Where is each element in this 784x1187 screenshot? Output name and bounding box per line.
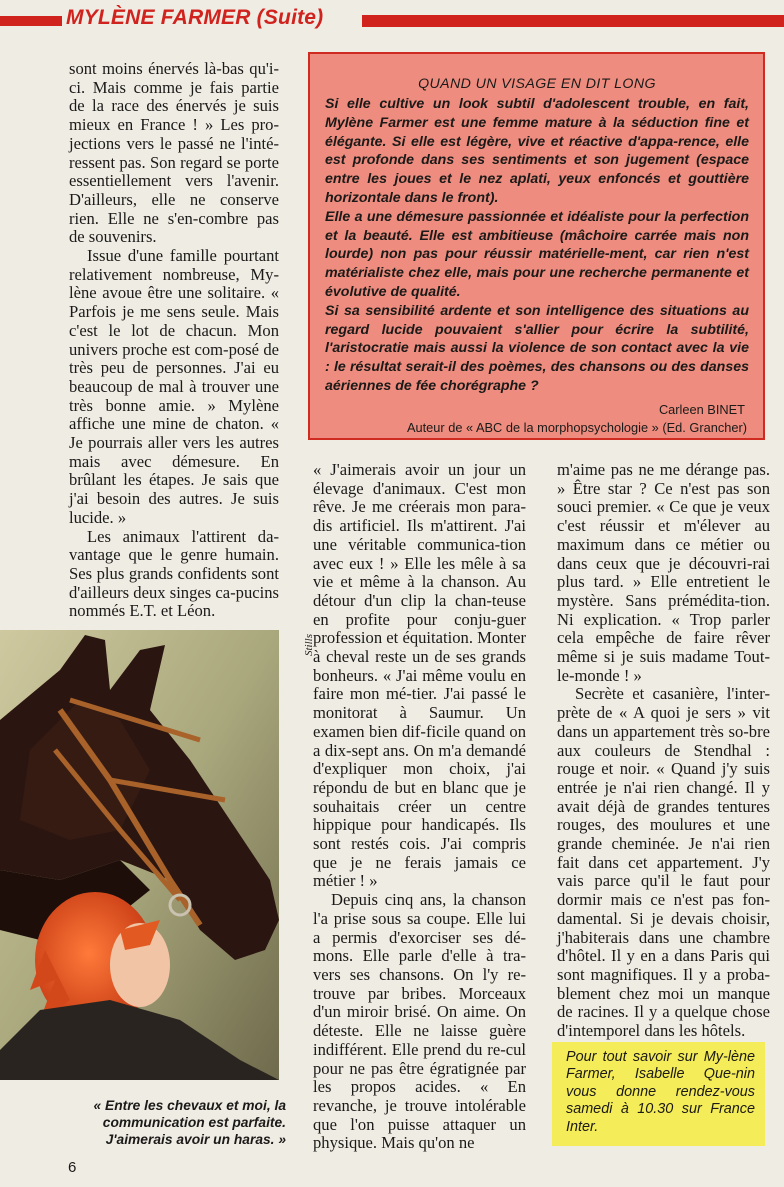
paragraph: Secrète et casanière, l'inter-prète de « A quoi je sers » vit dans un appartement très so-bre aux couleurs de Stendhal : rouge et noir. « Quand j'y suis entrée je n'ai rien changé. Il y avait déjà de grandes tentures rouges, des moulures et une grande cheminée. Je n'ai rien fait dans cet appartement. J'y vais parce qu'il le faut pour dormir mais ce n'est pas fon-damental. Si je devais choisir, j'habiterais dans une chambre d'hôtel. Il y en a dans Paris qui sont magnifiques. Il y a proba-blement chez moi un manque de racines. Il y a quelque chose d'intemporel dans les hôtels. bbox=[557, 684, 770, 1041]
photo-credit: Stills bbox=[303, 634, 315, 657]
info-box-text: Pour tout savoir sur My-lène Farmer, Isabelle Que-nin vous donne rendez-vous samedi à 10.30 sur France Inter. bbox=[566, 1049, 755, 1135]
paragraph: Les animaux l'attirent da-vantage que le genre humain. Ses plus grands confidents sont d'ailleurs deux singes ca-pucins nommés E.T. et Léon. bbox=[69, 526, 279, 621]
photo-caption: « Entre les chevaux et moi, la communication est parfaite. J'aimerais avoir un haras. » bbox=[93, 1098, 286, 1147]
box-paragraph: Si sa sensibilité ardente et son intelligence des situations au regard lucide pouvaient s'allier pour écrire la subtilité, l'aristocratie mais aussi la violence de son contact avec la vie : le résultat serait-il des poèmes, des chansons ou des danses aériennes de fée chorégraphe ? bbox=[325, 302, 749, 394]
paragraph: « J'aimerais avoir un jour un élevage d'animaux. C'est mon rêve. Je me créerais mon para-dis artificiel. Ils m'attirent. J'ai une véritable communica-tion avec eux ! » Elle les mêle à sa vie et même à la chanson. Au détour d'un clip la chan-teuse en profite pour conju-guer profession et équitation. Monter à cheval reste un de ses grands bonheurs. « J'ai même voulu en faire mon mé-tier. J'ai passé le monitorat à Saumur. Un examen bien dif-ficile quand on a dix-sept ans. On m'a demandé d'expliquer mon choix, j'ai répondu de but en blanc que je souhaitais créer un centre hippique pour handicapés. Ils sont restés cois. J'ai compris que je ne ferais jamais ce métier ! » bbox=[313, 460, 526, 891]
box-paragraph: Elle a une démesure passionnée et idéaliste pour la perfection et la beauté. Elle est ambitieuse (mâchoire carrée mais non lourde) non pas pour réussir matérielle-ment, car rien n'est matérialiste chez elle, mais pour une recherche permanente et évolutive de qualité. bbox=[325, 208, 749, 300]
box-paragraph: Si elle cultive un look subtil d'adolescent trouble, en fait, Mylène Farmer est une femme mature à la séduction fine et élégante. Si elle est légère, vive et réactive d'appa-rence, elle est profonde dans ses sentiments et son jugement (espace entre les joues et le nez aplati, yeux enfoncés et gouttière horizontale dans le front). bbox=[325, 96, 749, 206]
header-bar-left bbox=[0, 16, 62, 26]
sidebar-box bbox=[308, 52, 765, 440]
paragraph: sont moins énervés là-bas qu'i-ci. Mais comme je fais partie de la race des énervés je suis mieux en France ! » Les pro-jections vers le passé ne l'inté-ressent pas. Son regard se porte essentiellement vers l'avenir. D'ailleurs, elle ne conserve rien. Elle ne s'en-combre pas de souvenirs. bbox=[69, 59, 279, 247]
column-left bbox=[69, 60, 279, 621]
column-right bbox=[557, 461, 770, 1041]
photo-illustration bbox=[0, 630, 279, 1080]
header-bar-right bbox=[362, 15, 784, 27]
box-title: QUAND UN VISAGE EN DIT LONG bbox=[418, 76, 656, 92]
paragraph: Depuis cinq ans, la chanson l'a prise sous sa coupe. Elle lui a permis d'exorciser ses dé-mons. Elle parle d'elle à tra-vers ses chansons. On l'y re-trouve par bribes. Morceaux d'un miroir brisé. On aime. On déteste. Elle ne laisse guère indifférent. Elle prend du re-cul pour ne pas être égratignée par les propos acides. « En revanche, je trouve intolérable que l'on puisse attaquer un physique. Mais qu'on ne bbox=[313, 890, 526, 1153]
header-title: MYLÈNE FARMER (Suite) bbox=[66, 6, 324, 29]
info-box bbox=[552, 1042, 765, 1146]
paragraph: m'aime pas ne me dérange pas. » Être star ? Ce n'est pas son souci premier. « Ce que je veux c'est réussir et m'élever au maximum dans ce métier ou dans ceux que je découvri-rai plus tard. » Elle entretient le mystère. Sans prémédita-tion. Ni explication. « Trop parler cela empêche de faire rêver même si je suis madame Tout-le-monde ! » bbox=[557, 460, 770, 685]
photo-horse bbox=[0, 630, 279, 1080]
column-middle bbox=[313, 461, 526, 1153]
box-author-note: Auteur de « ABC de la morphopsychologie » (Ed. Grancher) bbox=[406, 419, 747, 435]
page-number: 6 bbox=[68, 1159, 77, 1176]
box-signature: Carleen BINET bbox=[658, 401, 745, 417]
paragraph: Issue d'une famille pourtant relativement nombreuse, My-lène avoue être une solitaire. « Parfois je me sens seule. Mais c'est le lot de chacun. Mon univers proche est com-posé de très peu de personnes. J'ai eu beaucoup de mal à trouver une très bonne amie. » Mylène affiche une mine de chaton. « Je pourrais aller vers les autres mais avec démesure. En brûlant les étapes. Je sais que j'ai besoin des autres. Je suis lucide. » bbox=[69, 246, 279, 527]
box-text bbox=[325, 95, 749, 396]
